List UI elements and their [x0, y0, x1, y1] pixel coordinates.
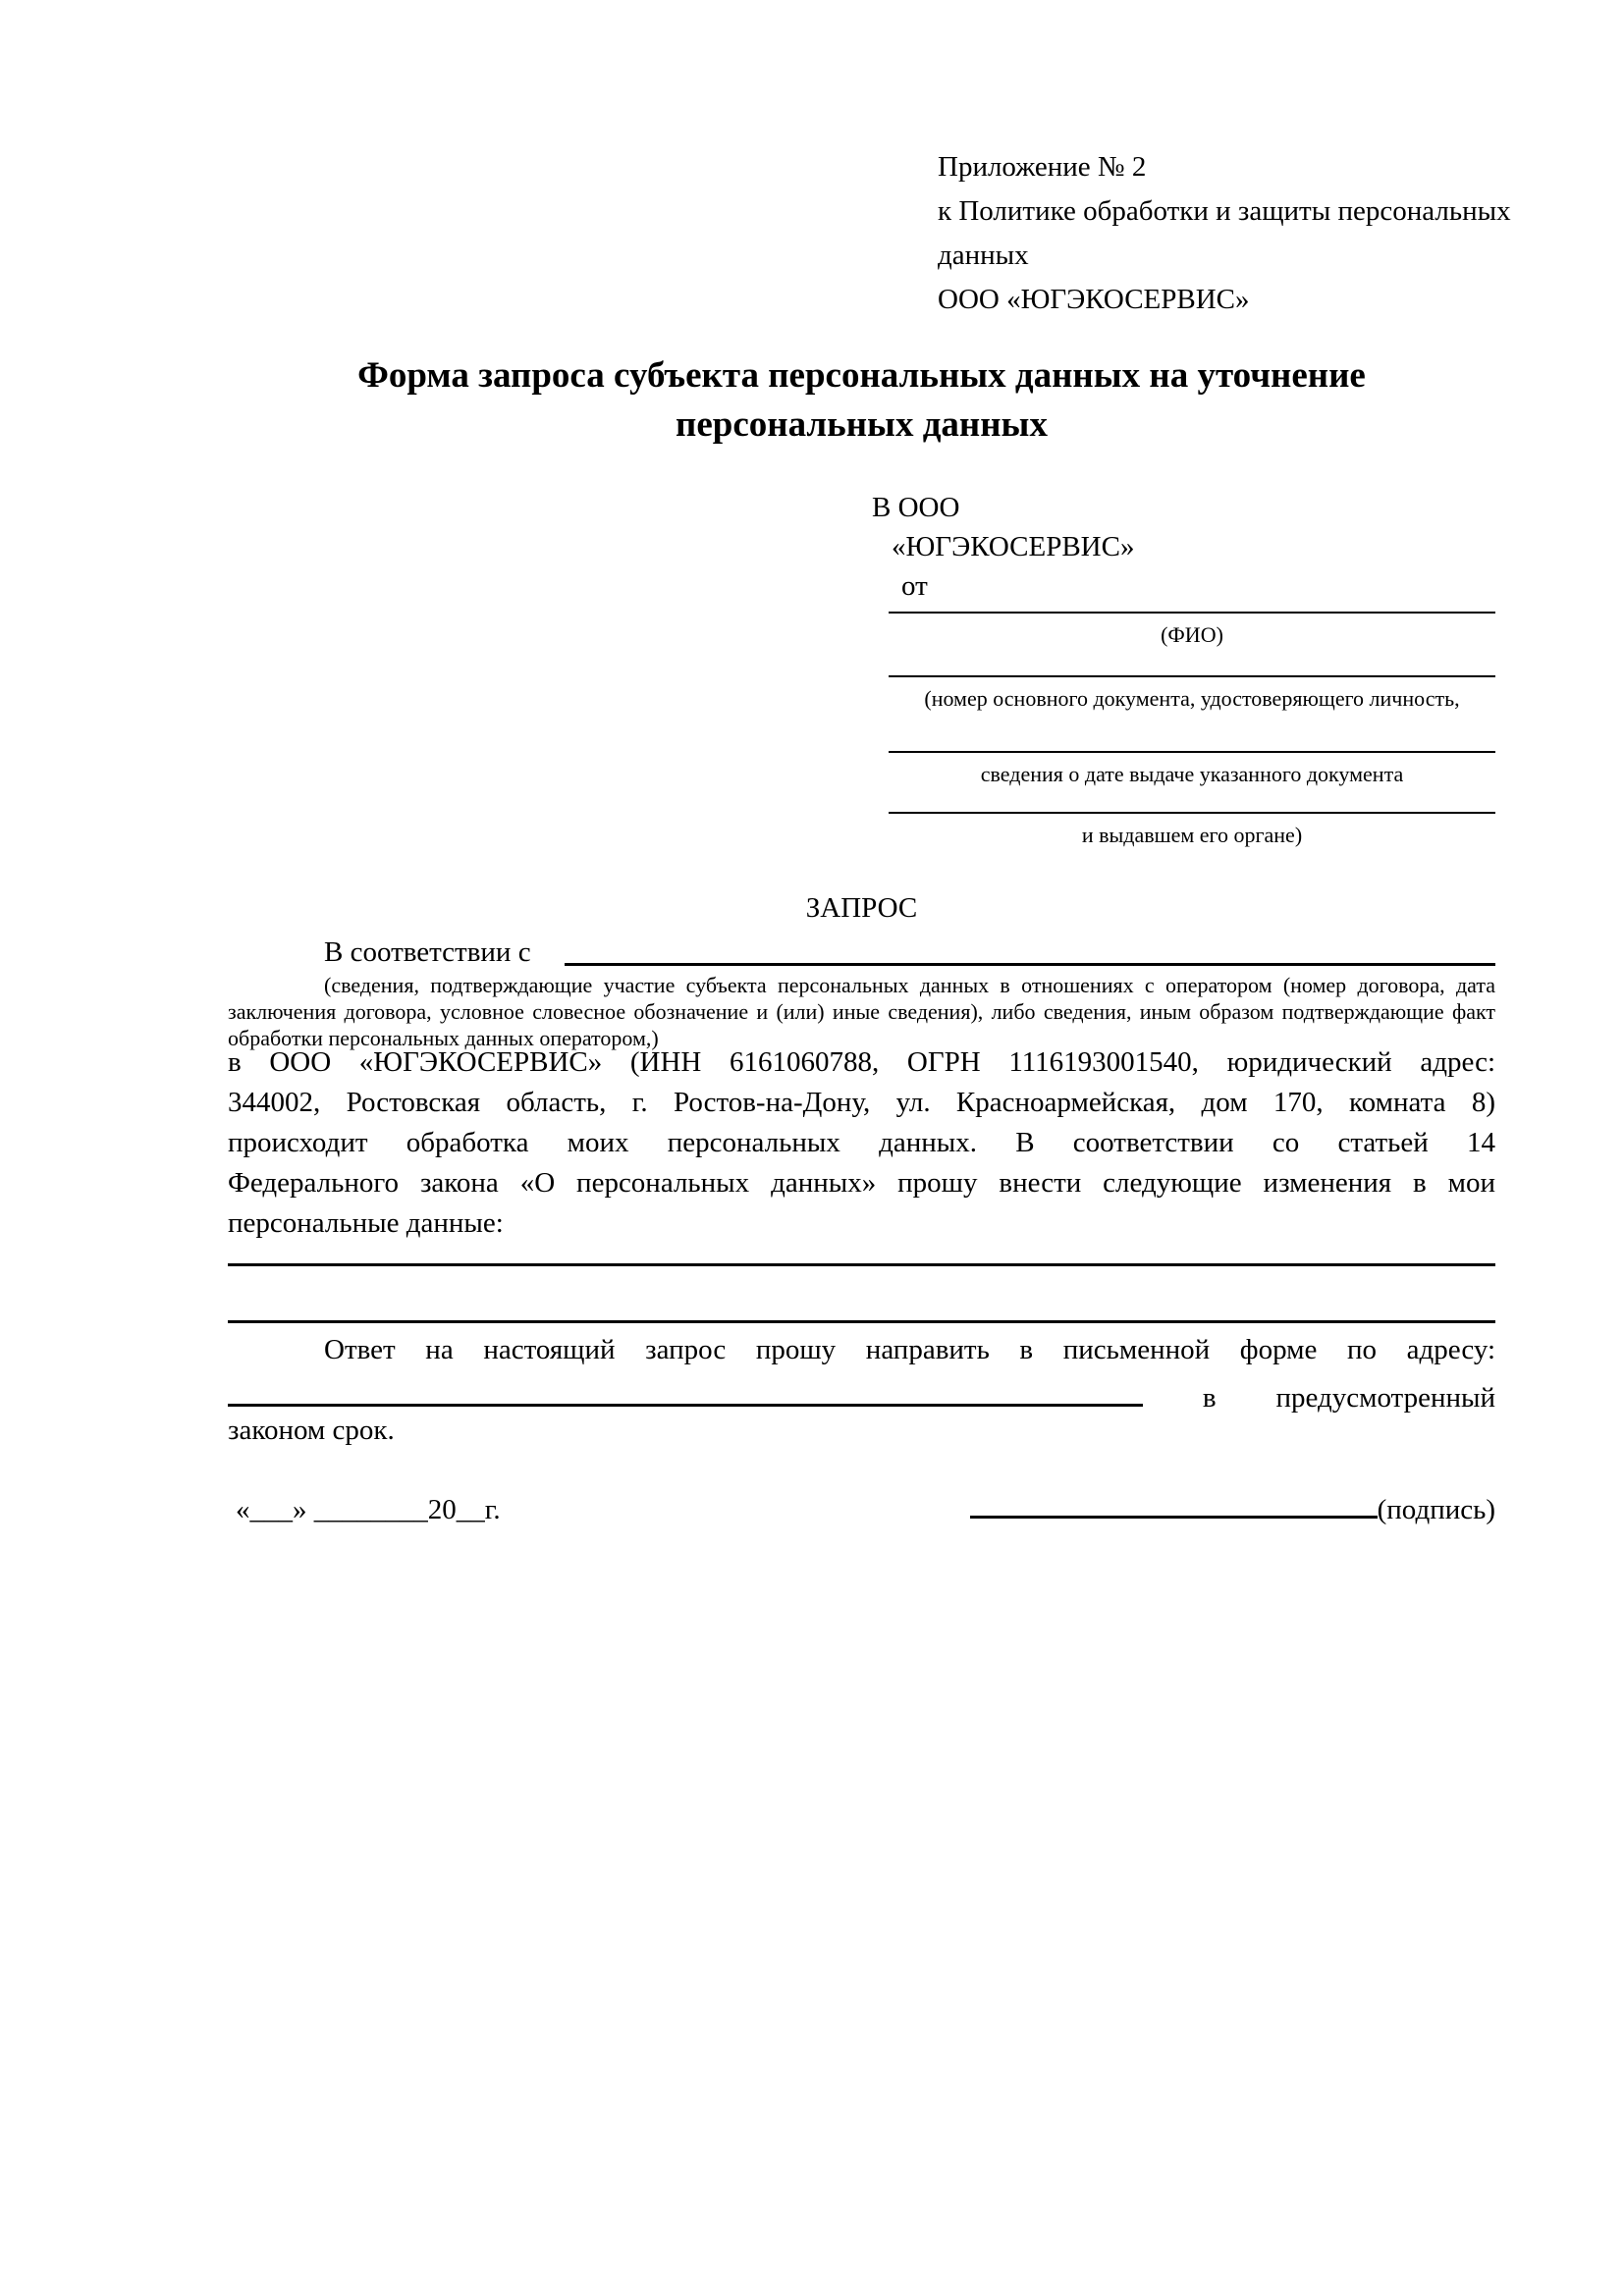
signature-caption: (подпись)	[1377, 1494, 1495, 1525]
intro-note-line2: заключения договора, условное словесное обозначение и (или) иные сведения), либо сведения, иным образом подтверждающие факт	[228, 999, 1495, 1024]
request-body	[228, 1042, 1495, 1244]
address-blank-line	[228, 1370, 1143, 1407]
document-title	[228, 351, 1495, 450]
body-line4: Федерального закона «О персональных данных» прошу внести следующие изменения в мои	[228, 1167, 1495, 1199]
signature-group	[970, 1484, 1495, 1529]
appendix-header	[938, 145, 1511, 322]
reply-word-predusmotrenny: предусмотренный	[1275, 1382, 1495, 1414]
appendix-number: Приложение № 2	[938, 151, 1147, 183]
document-number-blank-line	[889, 675, 1495, 677]
fio-caption: (ФИО)	[1161, 622, 1223, 647]
reply-line3: законом срок.	[228, 1415, 395, 1446]
issue-date-blank-line	[889, 751, 1495, 753]
company-name: ООО «ЮГЭКОСЕРВИС»	[938, 284, 1250, 315]
intro-note-line3: обработки персональных данных оператором,)	[228, 1026, 659, 1050]
issuing-authority-caption: и выдавшем его органе)	[1081, 823, 1303, 847]
document-title-line2: персональных данных	[676, 404, 1048, 445]
document-title-line1: Форма запроса субъекта персональных данных на уточнение	[357, 355, 1366, 396]
request-heading: ЗАПРОС	[805, 892, 918, 924]
reply-word-v: в	[1202, 1382, 1217, 1414]
changes-blank-line-2	[228, 1320, 1495, 1323]
appendix-policy-line: к Политике обработки и защиты персональных	[938, 195, 1511, 227]
issuing-authority-blank-line	[889, 812, 1495, 814]
reply-line1: Ответ на настоящий запрос прошу направить в письменной форме по адресу:	[324, 1334, 1495, 1365]
addressee-from-label: от	[901, 570, 928, 602]
appendix-policy-line-wrap: данных	[938, 240, 1029, 271]
fio-blank-line	[889, 612, 1495, 614]
body-line2: 344002, Ростовская область, г. Ростов-на-Дону, ул. Красноармейская, дом 170, комната 8)	[228, 1087, 1495, 1118]
body-line5: персональные данные:	[228, 1207, 504, 1239]
body-line3: происходит обработка моих персональных данных. В соответствии со статьей 14	[228, 1127, 1495, 1158]
issue-date-caption: сведения о дате выдаче указанного документа	[980, 762, 1404, 786]
addressee-company: «ЮГЭКОСЕРВИС»	[892, 531, 1135, 562]
intro-prefix: В соответствии с	[324, 936, 531, 968]
intro-note	[228, 972, 1495, 1051]
changes-blank-line-1	[228, 1263, 1495, 1266]
date-blank: «___» ________20__г.	[236, 1494, 501, 1525]
intro-blank-line	[565, 963, 1495, 966]
signature-blank-line	[970, 1484, 1378, 1519]
document-number-caption: (номер основного документа, удостоверяющего личность,	[924, 686, 1460, 711]
date-signature-row	[236, 1484, 1495, 1529]
intro-note-line1: (сведения, подтверждающие участие субъекта персональных данных в отношениях с оператором (номер договора, дата	[324, 973, 1495, 997]
addressee-to: В ООО	[872, 492, 960, 523]
body-line1: в ООО «ЮГЭКОСЕРВИС» (ИНН 6161060788, ОГРН 1116193001540, юридический адрес:	[228, 1046, 1495, 1078]
